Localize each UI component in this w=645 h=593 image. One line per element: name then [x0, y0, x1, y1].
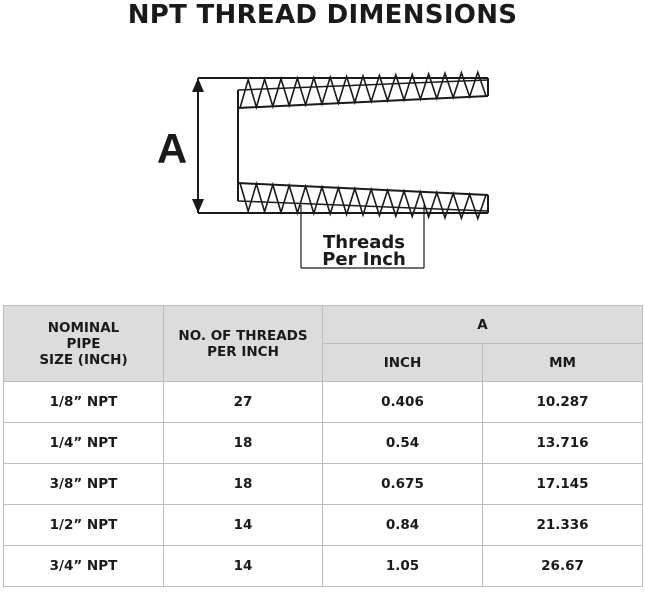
header-tpi-line2: PER INCH — [207, 343, 279, 360]
table-row — [4, 423, 643, 464]
table-row — [4, 382, 643, 423]
cell-tpi: 14 — [164, 505, 323, 546]
cell-tpi: 18 — [164, 423, 323, 464]
header-tpi-line1: NO. OF THREADS — [178, 327, 308, 344]
header-inch: INCH — [323, 344, 483, 382]
table-row — [4, 546, 643, 587]
cell-tpi: 14 — [164, 546, 323, 587]
page-title: NPT THREAD DIMENSIONS — [127, 0, 518, 30]
header-threads-per-inch — [164, 306, 323, 382]
header-nominal-line2: PIPE — [66, 335, 101, 352]
cell-mm: 10.287 — [483, 382, 643, 423]
cell-mm: 17.145 — [483, 464, 643, 505]
cell-size: 3/4” NPT — [4, 546, 164, 587]
header-a-group: A — [323, 306, 643, 344]
cell-size: 1/4” NPT — [4, 423, 164, 464]
cell-inch: 0.54 — [323, 423, 483, 464]
bore-outline — [238, 90, 488, 201]
header-nominal-line1: NOMINAL — [47, 319, 120, 336]
callout-text-line1: Threads — [323, 232, 405, 253]
cell-inch: 1.05 — [323, 546, 483, 587]
dimensions-table — [3, 305, 643, 587]
header-mm: MM — [483, 344, 643, 382]
cell-mm: 21.336 — [483, 505, 643, 546]
dimension-a-arrow — [192, 78, 204, 213]
dimension-a-label: A — [156, 125, 188, 172]
header-nominal-line3: SIZE (INCH) — [39, 351, 128, 368]
cell-mm: 26.67 — [483, 546, 643, 587]
cell-size: 1/8” NPT — [4, 382, 164, 423]
cell-size: 1/2” NPT — [4, 505, 164, 546]
cell-mm: 13.716 — [483, 423, 643, 464]
header-nominal-pipe-size — [4, 306, 164, 382]
cell-inch: 0.406 — [323, 382, 483, 423]
cell-size: 3/8” NPT — [4, 464, 164, 505]
table-row — [4, 464, 643, 505]
cell-tpi: 27 — [164, 382, 323, 423]
cell-inch: 0.675 — [323, 464, 483, 505]
callout-text-line2: Per Inch — [322, 249, 406, 270]
cell-inch: 0.84 — [323, 505, 483, 546]
cell-tpi: 18 — [164, 464, 323, 505]
table-row — [4, 505, 643, 546]
